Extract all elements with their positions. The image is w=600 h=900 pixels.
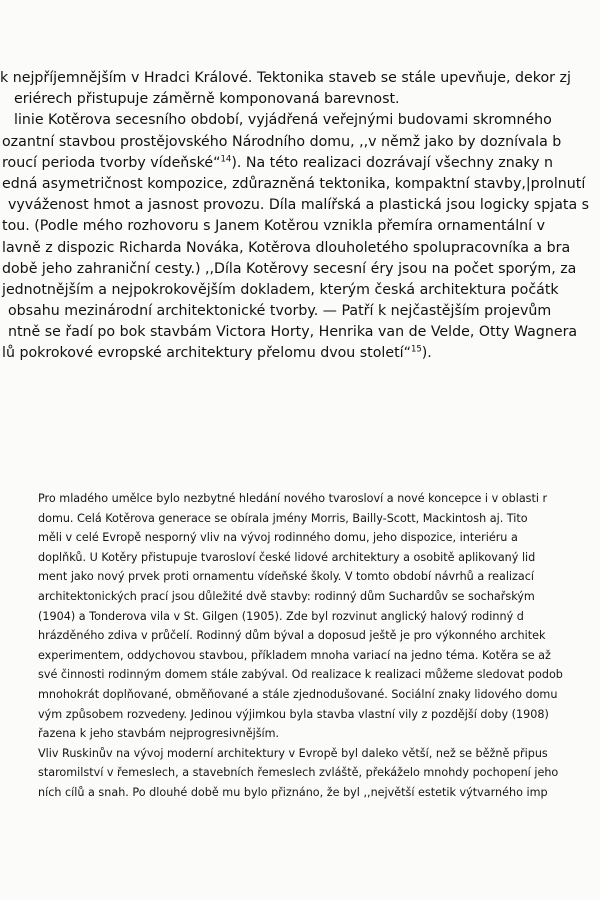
upper-line: [0, 195, 600, 216]
lower-paragraph: [0, 489, 600, 803]
lower-line: [0, 509, 600, 529]
lower-line-text: ních cílů a snah. Po dlouhé době mu bylo přiznáno, že byl ,,největší estetik výtvarného imp: [38, 785, 548, 799]
lower-line: [0, 685, 600, 705]
lower-line: [0, 567, 600, 587]
upper-line-text: jednotnějším a nejpokrokovějším dokladem, kterým česká architektura počátk: [2, 281, 559, 298]
lower-line: [0, 705, 600, 725]
lower-line: [0, 724, 600, 744]
upper-line-text: eriérech přistupuje záměrně komponovaná barevnost.: [14, 91, 400, 108]
upper-line-text: k nejpříjemnějším v Hradci Králové. Tektonika staveb se stále upevňuje, dekor zj: [0, 70, 571, 86]
upper-line: [0, 153, 600, 174]
upper-line-text: lavně z dispozic Richarda Nováka, Kotěrova dlouholetého spolupracovníka a bra: [2, 239, 571, 256]
lower-line: [0, 665, 600, 685]
upper-line: [0, 238, 600, 259]
upper-line-text: roucí perioda tvorby vídeňské“: [2, 154, 221, 171]
lower-line-text: Pro mladého umělce bylo nezbytné hledání nového tvarosloví a nové koncepce i v oblasti r: [38, 492, 548, 505]
upper-line-text: edná asymetričnost kompozice, zdůrazněná tektonika, kompaktní stavby,|prolnutí: [2, 175, 586, 192]
lower-line-text: domu. Celá Kotěrova generace se obírala jmény Morris, Bailly-Scott, Mackintosh aj. Tito: [38, 511, 528, 525]
upper-line: [0, 174, 600, 195]
upper-line: [0, 110, 600, 131]
upper-line-text: obsahu mezinárodní architektonické tvorby. — Patří k nejčastějším projevům: [8, 303, 552, 320]
upper-line-text: ntně se řadí po bok stavbám Victora Horty, Henrika van de Velde, Otty Wagnera: [8, 324, 578, 341]
lower-line: [0, 783, 600, 803]
lower-line: [0, 763, 600, 783]
upper-line: [0, 343, 600, 364]
upper-paragraph: [0, 68, 600, 365]
upper-line: [0, 301, 600, 322]
lower-line-text: řazena k jeho stavbám nejprogresivnějším.: [38, 727, 280, 741]
lower-line-text: ment jako nový prvek proti ornamentu vídeňské školy. V tomto období návrhů a realizací: [38, 570, 535, 584]
upper-line: [0, 216, 600, 237]
lower-line-text: své činnosti rodinným domem stále zabýval. Od realizace k realizaci můžeme sledovat podob: [38, 668, 563, 682]
upper-line: [0, 322, 600, 343]
lower-line-text: staromilství v řemeslech, a stavebních řemeslech zvláště, překáželo mnohdy pochopení jeho: [38, 766, 559, 780]
lower-line-text: experimentem, oddychovou stavbou, příkladem mnoha variací na jedno téma. Kotěra se až: [38, 648, 551, 662]
lower-line-text: doplňků. U Kotěry přistupuje tvarosloví české lidové architektury a osobitě aplikovaný lid: [38, 550, 536, 564]
upper-line: [0, 280, 600, 301]
lower-line: [0, 607, 600, 627]
upper-line: [0, 68, 600, 89]
lower-line: [0, 528, 600, 548]
lower-line: [0, 744, 600, 764]
lower-line-text: vým způsobem rozvedeny. Jedinou výjimkou byla stavba vlastní vily z pozdější doby (1908): [38, 707, 549, 721]
upper-line-text: vyváženost hmot a jasnost provozu. Díla malířská a plastická jsou logicky spjata s: [8, 197, 590, 214]
lower-line: [0, 626, 600, 646]
upper-line-tail: ).: [421, 345, 432, 362]
upper-line-text: linie Kotěrova secesního období, vyjádřená veřejnými budovami skromného: [14, 112, 552, 129]
footnote-ref: 15: [410, 344, 422, 355]
lower-line-text: měli v celé Evropě nesporný vliv na vývoj rodinného domu, jeho dispozice, interiéru a: [38, 531, 518, 545]
upper-line-text: lů pokrokové evropské architektury přelomu dvou století“: [2, 345, 411, 362]
lower-line-text: hrázděného zdiva v průčelí. Rodinný dům býval a doposud ještě je pro výkonného architek: [38, 629, 546, 643]
upper-line-text: tou. (Podle mého rozhovoru s Janem Kotěrou vznikla přemíra ornamentální v: [2, 218, 545, 235]
upper-line: [0, 89, 600, 110]
footnote-ref: 14: [220, 154, 232, 165]
lower-line: [0, 646, 600, 666]
lower-line-text: (1904) a Tonderova vila v St. Gilgen (1905). Zde byl rozvinut anglický halový rodinný d: [38, 609, 524, 623]
lower-line-text: architektonických prací jsou důležité dvě stavby: rodinný dům Suchardův se sochařským: [38, 589, 535, 603]
upper-line: [0, 132, 600, 153]
upper-line: [0, 259, 600, 280]
lower-line-text: mnohokrát doplňované, obměňované a stále zjednodušované. Sociální znaky lidového domu: [38, 687, 558, 701]
upper-line-text: době jeho zahraniční cesty.) ,,Díla Kotěrovy secesní éry jsou na počet sporým, za: [2, 260, 577, 277]
upper-line-tail: ). Na této realizaci dozrávají všechny znaky n: [231, 154, 554, 171]
lower-line: [0, 489, 600, 509]
lower-line: [0, 587, 600, 607]
upper-line-text: ozantní stavbou prostějovského Národního domu, ,,v němž jako by doznívala b: [2, 133, 562, 150]
lower-line-text: Vliv Ruskinův na vývoj moderní architektury v Evropě byl daleko větší, než se běžně připus: [38, 746, 548, 760]
lower-line: [0, 548, 600, 568]
